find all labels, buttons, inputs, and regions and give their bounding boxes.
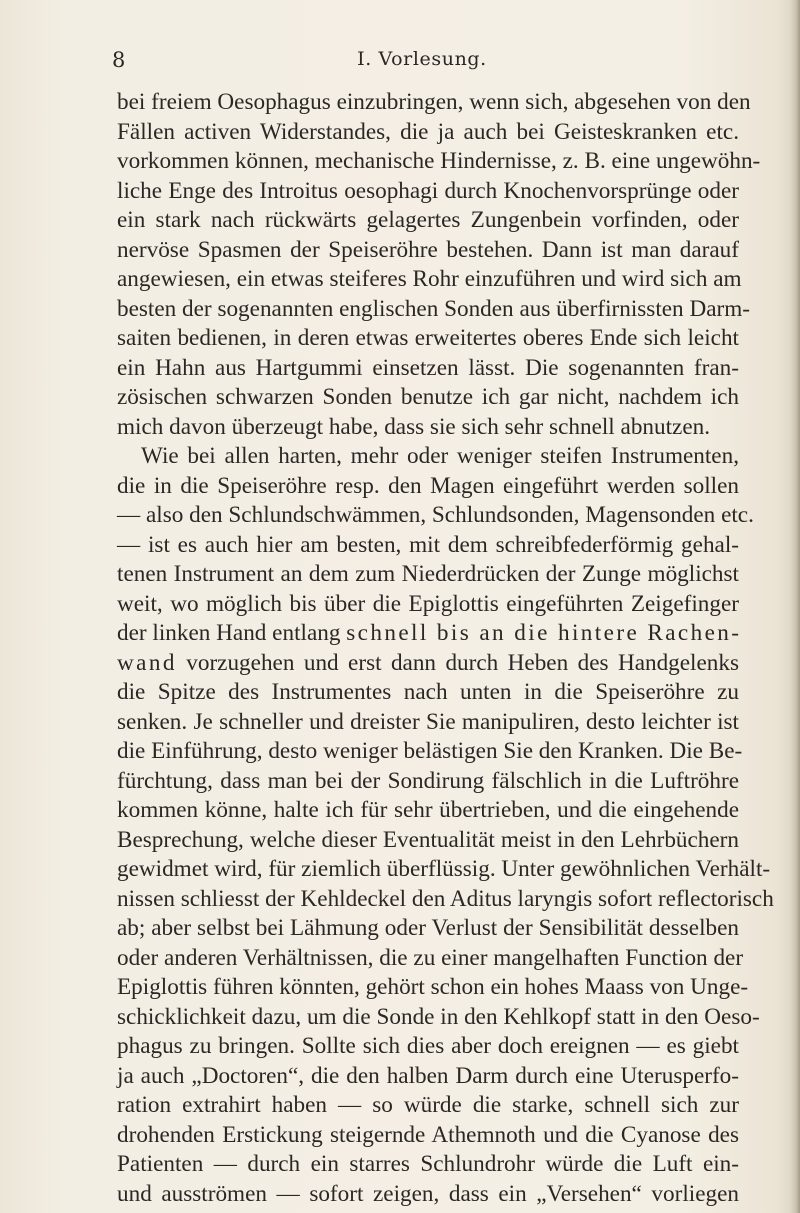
text-line: senken. Je schneller und dreister Sie manipuliren, desto leichter ist [117,708,739,735]
text-line: saiten bedienen, in deren etwas erweitertes oberes Ende sich leicht [117,325,739,351]
text-line: mich davon überzeugt habe, dass sie sich sehr schnell abnutzen. [117,413,711,440]
text-line: Epiglottis führen könnten, gehört schon ein hohes Maass von Unge- [117,974,749,1000]
text-fragment-emphasis: schnell bis an die hintere Rachen- [346,620,742,646]
text-line: ration extrahirt haben — so würde die starke, schnell sich zur [117,1092,739,1118]
text-line: drohenden Erstickung steigernde Athemnoth und die Cyanose des [117,1121,739,1148]
text-line: fürchtung, dass man bei der Sondirung fälschlich in die Luftröhre [117,767,739,794]
text-line: ab; aber selbst bei Lähmung oder Verlust der Sensibilität desselben [117,915,739,941]
text-line: Besprechung, welche dieser Eventualität meist in den Lehrbüchern [117,826,739,853]
text-fragment: vorzugehen und erst dann durch Heben des Handgelenks [186,649,740,676]
text-line: weit, wo möglich bis über die Epiglottis eingeführten Zeigefinger [117,590,739,617]
text-line-spaced [117,649,739,679]
text-line-spaced [117,619,742,649]
text-line: angewiesen, ein etwas steiferes Rohr einzuführen und wird sich am [117,266,742,292]
text-line: ein stark nach rückwärts gelagertes Zungenbein vorfinden, oder [117,207,739,233]
text-line: die Spitze des Instrumentes nach unten in die Speiseröhre zu [117,679,739,705]
text-line: bei freiem Oesophagus einzubringen, wenn sich, abgesehen von den [117,89,751,115]
text-line: schicklichkeit dazu, um die Sonde in den Kehlkopf statt in den Oeso- [117,1003,760,1030]
text-line: ja auch „Doctoren“, die den halben Darm durch eine Uterusperfo- [117,1062,739,1089]
page-edge-shadow [790,0,800,1213]
text-line: die in die Speiseröhre resp. den Magen eingeführt werden sollen [117,472,739,499]
text-line: liche Enge des Introitus oesophagi durch Knochenvorsprünge oder [117,177,739,204]
text-line: kommen könne, halte ich für sehr übertrieben, und die eingehende [117,797,739,823]
text-line: die Einführung, desto weniger belästigen Sie den Kranken. Die Be- [117,738,743,764]
text-line: tenen Instrument an dem zum Niederdrücken der Zunge möglichst [117,561,739,587]
page-number: 8 [112,48,126,72]
text-line: vorkommen können, mechanische Hindernisse, z. B. eine ungewöhn- [117,148,761,174]
text-line: — also den Schlundschwämmen, Schlundsonden, Magensonden etc. [117,502,754,528]
text-line: zösischen schwarzen Sonden benutze ich gar nicht, nachdem ich [117,384,739,410]
text-line: ein Hahn aus Hartgummi einsetzen lässt. Die sogenannten fran- [117,354,739,381]
text-line: nervöse Spasmen der Speiseröhre bestehen. Dann ist man darauf [117,236,739,263]
running-head: I. Vorlesung. [357,48,487,70]
text-line: Fällen activen Widerstandes, die ja auch bei Geisteskranken etc. [117,118,739,145]
text-line: besten der sogenannten englischen Sonden aus überfirnissten Darm- [117,295,750,322]
text-line: nissen schliesst der Kehldeckel den Aditus laryngis sofort reflectorisch [117,885,774,912]
text-line: Wie bei allen harten, mehr oder weniger steifen Instrumenten, [141,443,739,469]
text-line: und ausströmen — sofort zeigen, dass ein „Versehen“ vorliegen [117,1180,739,1207]
text-fragment-emphasis: wand [117,649,177,676]
text-line: Patienten — durch ein starres Schlundrohr würde die Luft ein- [117,1151,739,1177]
text-line: phagus zu bringen. Sollte sich dies aber doch ereignen — es giebt [117,1033,739,1059]
text-line: gewidmet wird, für ziemlich überflüssig. Unter gewöhnlichen Verhält- [117,856,771,882]
text-fragment: der linken Hand entlang [117,620,341,646]
text-line: — ist es auch hier am besten, mit dem schreibfederförmig gehal- [117,531,739,558]
text-line: oder anderen Verhältnissen, die zu einer mangelhaften Function der [117,944,744,971]
page-header [112,48,732,78]
body-text [117,88,774,1209]
